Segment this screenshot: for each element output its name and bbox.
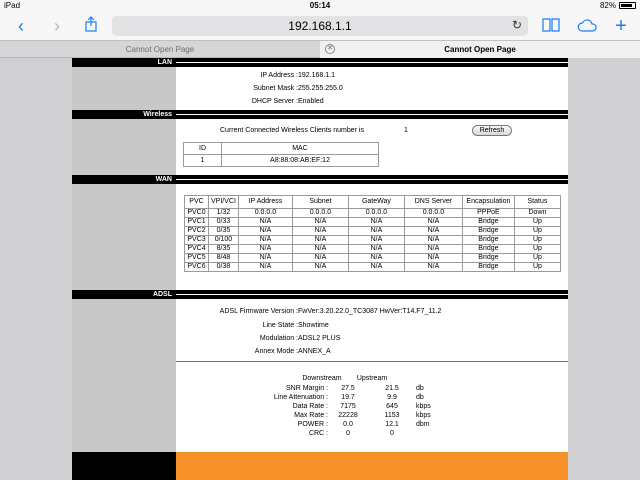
address-text: 192.168.1.1 [288, 19, 352, 33]
table-cell: 0.0.0.0 [348, 209, 404, 218]
table-cell: 0/38 [209, 263, 239, 272]
section-title: LAN [157, 59, 172, 66]
stat-unit: kbps [416, 412, 431, 419]
table-row [185, 227, 561, 236]
footer-bar-left [72, 452, 176, 480]
table-row [185, 236, 561, 245]
left-column [72, 184, 176, 290]
tab-active[interactable]: Cannot Open Page [320, 41, 640, 58]
table-cell: N/A [404, 245, 462, 254]
address-bar[interactable] [112, 16, 528, 36]
table-cell: N/A [348, 227, 404, 236]
plus-icon[interactable]: + [615, 15, 627, 37]
stats-row [176, 385, 568, 394]
table-cell: N/A [292, 254, 348, 263]
stat-downstream: 19.7 [341, 394, 355, 401]
column-header: DNS Server [404, 196, 462, 209]
section-header-wan [72, 175, 568, 184]
column-header: VPI/VCI [209, 196, 239, 209]
stat-upstream: 1153 [384, 412, 400, 419]
table-cell: Up [514, 254, 560, 263]
column-header: Downstream [302, 375, 342, 382]
column-header: IP Address [238, 196, 292, 209]
section-header-adsl [72, 290, 568, 299]
table-header-row [184, 143, 379, 155]
table-row [185, 218, 561, 227]
table-cell: N/A [348, 263, 404, 272]
table-cell: Up [514, 245, 560, 254]
table-cell: N/A [292, 263, 348, 272]
footer-bar-accent [176, 452, 568, 480]
table-cell: Bridge [462, 236, 514, 245]
stat-downstream: 0 [346, 430, 350, 437]
table-cell: 0/35 [209, 227, 239, 236]
table-row [185, 245, 561, 254]
table-cell: N/A [348, 236, 404, 245]
stats-row [176, 403, 568, 412]
table-cell: 0.0.0.0 [404, 209, 462, 218]
table-cell: Up [514, 236, 560, 245]
table-cell: N/A [348, 218, 404, 227]
wireless-clients-table [183, 142, 379, 167]
table-cell: A8:88:08:AB:EF:12 [222, 155, 379, 167]
table-row [184, 155, 379, 167]
stat-unit: dbm [416, 421, 430, 428]
table-cell: N/A [238, 245, 292, 254]
wireless-clients-value: 1 [404, 127, 408, 134]
section-header-wireless [72, 110, 568, 119]
clock: 05:14 [309, 1, 331, 10]
column-header: Encapsulation [462, 196, 514, 209]
adsl-line-label: Line State : [262, 322, 298, 329]
carrier-label: iPad [4, 1, 21, 10]
table-cell: N/A [292, 236, 348, 245]
table-cell: PPPoE [462, 209, 514, 218]
table-cell: Bridge [462, 227, 514, 236]
lan-ip-label: IP Address : [260, 72, 298, 79]
tab-strip [0, 40, 640, 58]
table-cell: 1/32 [209, 209, 239, 218]
table-cell: PVC6 [185, 263, 209, 272]
table-cell: Bridge [462, 218, 514, 227]
wan-pvc-table [184, 195, 561, 272]
column-header: PVC [185, 196, 209, 209]
lan-mask-label: Subnet Mask : [253, 85, 298, 92]
table-cell: N/A [238, 236, 292, 245]
column-header: Upstream [356, 375, 388, 382]
column-header: MAC [222, 143, 379, 155]
adsl-annex-label: Annex Mode : [254, 348, 298, 355]
lan-mask-value: 255.255.255.0 [298, 85, 343, 92]
table-cell: N/A [292, 227, 348, 236]
battery-percent: 82% [599, 1, 616, 10]
adsl-fw-label: ADSL Firmware Version : [219, 308, 298, 315]
router-status-page [72, 58, 568, 480]
table-cell: PVC5 [185, 254, 209, 263]
table-cell: N/A [404, 263, 462, 272]
stat-unit: db [416, 385, 424, 392]
table-cell: N/A [404, 227, 462, 236]
table-cell: N/A [238, 263, 292, 272]
column-header: GateWay [348, 196, 404, 209]
table-header-row [185, 196, 561, 209]
stat-upstream: 9.9 [387, 394, 397, 401]
table-cell: 0/100 [209, 236, 239, 245]
tab-inactive[interactable]: Cannot Open Page [125, 45, 195, 54]
table-cell: Up [514, 227, 560, 236]
refresh-button[interactable]: Refresh [472, 125, 512, 136]
stat-unit: db [416, 394, 424, 401]
share-icon[interactable] [80, 16, 102, 36]
table-cell: N/A [348, 245, 404, 254]
left-margin [0, 58, 72, 480]
divider [176, 361, 568, 362]
cloud-icon[interactable] [576, 16, 598, 36]
table-cell: Up [514, 263, 560, 272]
stat-label: CRC : [308, 430, 328, 437]
table-cell: 0/33 [209, 218, 239, 227]
stat-downstream: 27.5 [341, 385, 355, 392]
browser-toolbar [0, 12, 640, 40]
stats-row [176, 412, 568, 421]
table-cell: PVC2 [185, 227, 209, 236]
table-row [185, 254, 561, 263]
stats-header-row [176, 375, 568, 384]
table-cell: N/A [404, 236, 462, 245]
table-row [185, 209, 561, 218]
table-cell: 0.0.0.0 [238, 209, 292, 218]
table-cell: N/A [404, 218, 462, 227]
table-cell: 1 [184, 155, 222, 167]
right-margin [568, 58, 640, 480]
table-row [185, 263, 561, 272]
reload-icon[interactable]: ↻ [511, 18, 522, 32]
table-cell: 8/48 [209, 254, 239, 263]
lan-dhcp-label: DHCP Server : [251, 98, 298, 105]
back-icon[interactable]: ‹ [18, 16, 24, 36]
table-cell: PVC3 [185, 236, 209, 245]
lan-ip-value: 192.168.1.1 [298, 72, 335, 79]
adsl-mod-label: Modulation : [259, 335, 298, 342]
table-cell: 8/35 [209, 245, 239, 254]
section-header-lan [72, 58, 568, 67]
table-cell: N/A [292, 218, 348, 227]
column-header: ID [184, 143, 222, 155]
forward-icon[interactable]: › [54, 16, 60, 36]
adsl-annex-value: ANNEX_A [298, 348, 331, 355]
stats-row [176, 430, 568, 439]
stat-upstream: 12.1 [385, 421, 399, 428]
stat-unit: kbps [416, 403, 431, 410]
stats-row [176, 394, 568, 403]
adsl-line-value: Showtime [298, 322, 329, 329]
table-cell: N/A [238, 254, 292, 263]
status-bar [0, 0, 640, 12]
bookmarks-icon[interactable] [540, 16, 562, 36]
table-cell: Bridge [462, 263, 514, 272]
lan-dhcp-value: Enabled [298, 98, 324, 105]
stats-row [176, 421, 568, 430]
wireless-clients-label: Current Connected Wireless Clients number is [220, 127, 364, 134]
table-cell: Bridge [462, 254, 514, 263]
stat-downstream: 0.0 [343, 421, 353, 428]
close-icon[interactable]: ✕ [325, 44, 335, 54]
table-cell: PVC1 [185, 218, 209, 227]
battery-icon [619, 2, 636, 9]
left-column [72, 299, 176, 452]
adsl-fw-value: FwVer:3.20.22.0_TC3087 HwVer:T14.F7_11.2 [298, 308, 442, 315]
table-cell: Up [514, 218, 560, 227]
section-title: Wireless [143, 111, 172, 118]
column-header: Status [514, 196, 560, 209]
table-cell: N/A [404, 254, 462, 263]
table-cell: Down [514, 209, 560, 218]
table-cell: N/A [348, 254, 404, 263]
stat-label: Line Attenuation : [273, 394, 328, 401]
table-cell: Bridge [462, 245, 514, 254]
stat-downstream: 7175 [340, 403, 356, 410]
stat-label: Max Rate : [294, 412, 328, 419]
stat-upstream: 21.5 [385, 385, 399, 392]
stat-label: POWER : [297, 421, 328, 428]
column-header: Subnet [292, 196, 348, 209]
table-cell: N/A [238, 218, 292, 227]
left-column [72, 119, 176, 175]
section-title: WAN [155, 176, 172, 183]
table-cell: PVC0 [185, 209, 209, 218]
table-cell: 0.0.0.0 [292, 209, 348, 218]
stat-label: SNR Margin : [285, 385, 328, 392]
section-title: ADSL [152, 291, 172, 298]
stat-downstream: 22228 [338, 412, 358, 419]
stat-upstream: 0 [390, 430, 394, 437]
table-cell: N/A [238, 227, 292, 236]
stat-label: Data Rate : [292, 403, 328, 410]
table-cell: PVC4 [185, 245, 209, 254]
table-cell: N/A [292, 245, 348, 254]
stat-upstream: 645 [386, 403, 398, 410]
adsl-mod-value: ADSL2 PLUS [298, 335, 341, 342]
